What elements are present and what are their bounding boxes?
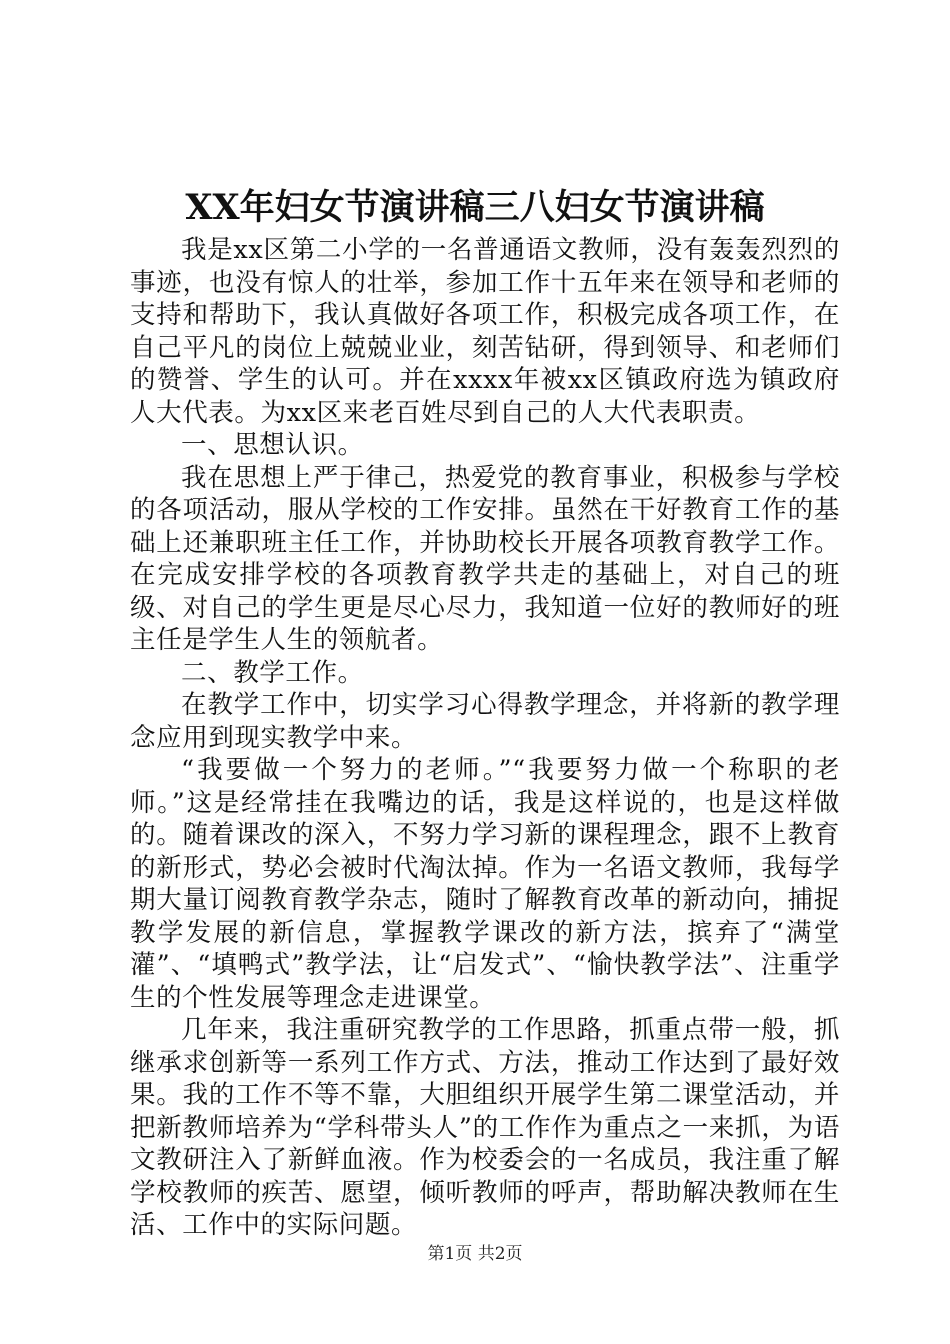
body-paragraph-teaching-2: “我要做一个努力的老师。”“我要努力做一个称职的老师。”这是经常挂在我嘴边的话，我是这样说的，也是这样做的。随着课改的深入，不努力学习新的课程理念，跟不上教育的新形式，势必会被时代淘汰掉。作为一名语文教师，我每学期大量订阅教育教学杂志，随时了解教育改革的新动向，捕捉教学发展的新信息，掌握教学课改的新方法，摈弃了“满堂灌”、“填鸭式”教学法，让“启发式”、“愉快教学法”、注重学生的个性发展等理念走进课堂。	[130, 755, 840, 1013]
section-heading-teaching: 二、教学工作。	[181, 657, 364, 688]
body-paragraph-thought: 我在思想上严于律己，热爱党的教育事业，积极参与学校的各项活动，服从学校的工作安排。虽然在干好教育工作的基础上还兼职班主任工作，并协助校长开展各项教育教学工作。在完成安排学校的各项教育教学共走的基础上，对自己的班级、对自己的学生更是尽心尽力，我知道一位好的教师好的班主任是学生人生的领航者。	[130, 462, 840, 655]
body-paragraph-intro: 我是xx区第二小学的一名普通语文教师，没有轰轰烈烈的事迹，也没有惊人的壮举，参加工作十五年来在领导和老师的支持和帮助下，我认真做好各项工作，积极完成各项工作，在自己平凡的岗位上兢兢业业，刻苦钻研，得到领导、和老师们的赞誉、学生的认可。并在xxxx年被xx区镇政府选为镇政府人大代表。为xx区来老百姓尽到自己的人大代表职责。	[130, 235, 840, 428]
document-body	[130, 234, 840, 1242]
section-heading-thought: 一、思想认识。	[181, 430, 364, 460]
document-title: XX年妇女节演讲稿三八妇女节演讲稿	[185, 187, 765, 228]
body-paragraph-teaching-1: 在教学工作中，切实学习心得教学理念，并将新的教学理念应用到现实教学中来。	[130, 690, 840, 753]
page-number-footer: 第1页 共2页	[427, 1244, 523, 1264]
body-paragraph-teaching-3: 几年来，我注重研究教学的工作思路，抓重点带一般，抓继承求创新等一系列工作方式、方法，推动工作达到了最好效果。我的工作不等不靠，大胆组织开展学生第二课堂活动，并把新教师培养为“学科带头人”的工作作为重点之一来抓，为语文教研注入了新鲜血液。作为校委会的一名成员，我注重了解学校教师的疾苦、愿望，倾听教师的呼声，帮助解决教师在生活、工作中的实际问题。	[130, 1015, 840, 1240]
